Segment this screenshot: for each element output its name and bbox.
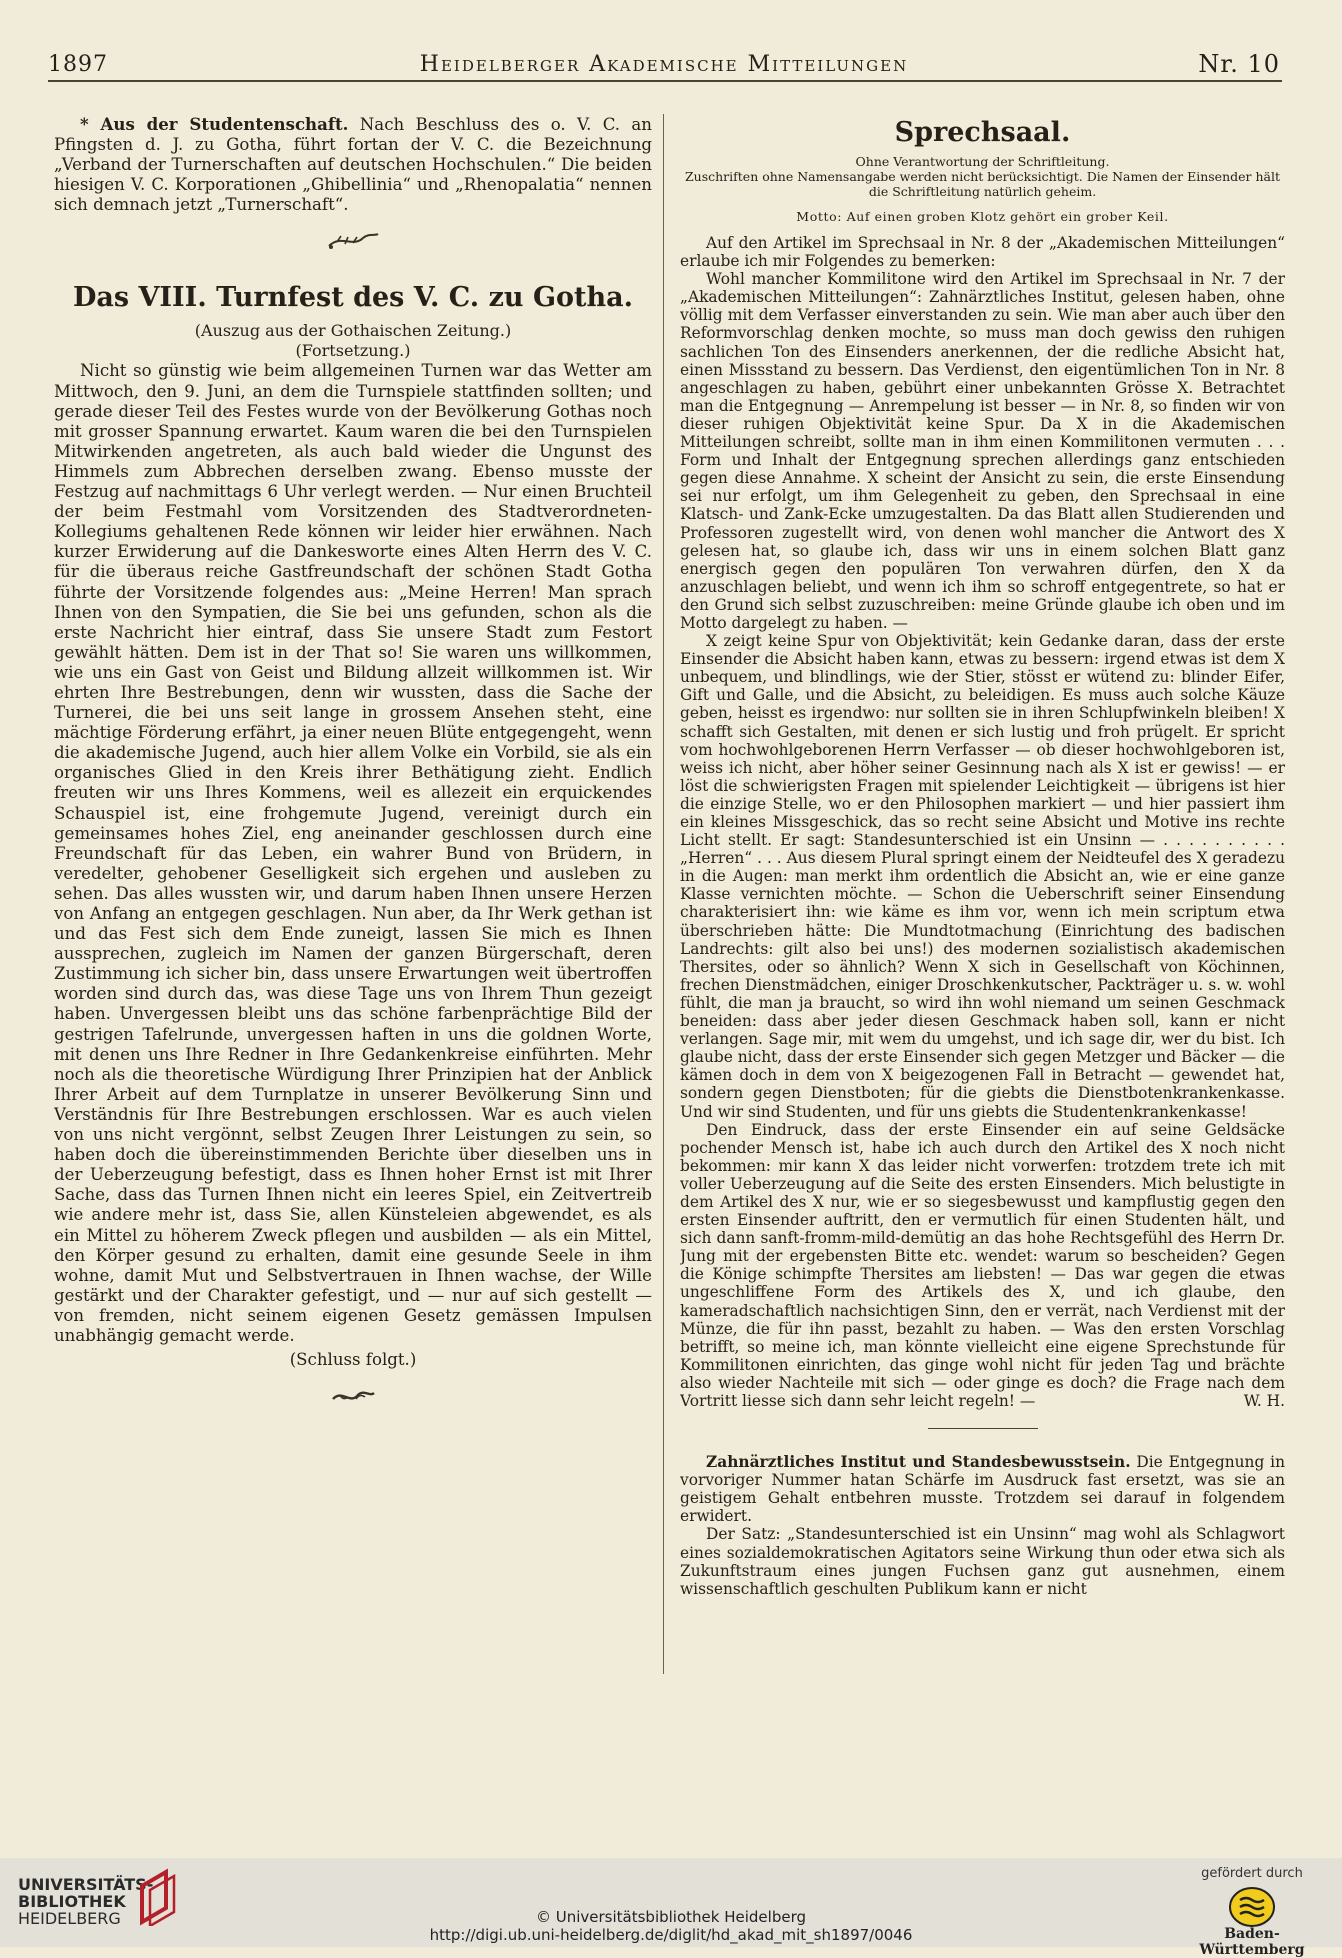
section-rule [928,1428,1038,1429]
journal-title: Heidelberger Akademische Mitteilungen [419,52,909,77]
sponsor-label: gefördert durch [1201,1866,1303,1881]
column-divider [663,114,664,1674]
submission-note: Zuschriften ohne Namensangabe werden nicht berücksichtigt. Die Namen der Einsender hält die Schriftleitung natürlich geheim. [684,169,1281,199]
page-year: 1897 [48,52,108,77]
letter-paragraph: Wohl mancher Kommilitone wird den Artikel im Sprechsaal in Nr. 7 der „Akademischen Mitteilungen“: Zahnärztliches Institut, gelesen haben, ohne völlig mit dem Verfasser einverstanden zu sein. Wie man aber auch über den Reformvorschlag denken mochte, so muss man doch gewiss den ruhigen sachlichen Ton des Einsenders anerkennen, der die redliche Absicht hat, einen Missstand zu bessern. Das Verdienst, den eigentümlichen Ton in Nr. 8 angeschlagen zu haben, gebührt einer unbekannten Grösse X. Betrachtet man die Entgegnung — Anrempelung ist besser — in Nr. 8, so finden wir von dieser ruhigen Objektivität keine Spur. Da X in die Akademischen Mitteilungen schreibt, sollte man in ihm einen Kommilitonen vermuten . . . Form und Inhalt der Entgegnung sprechen allerdings ganz entschieden gegen diese Annahme. X scheint der Ansicht zu sein, die erste Einsendung sei nur erfolgt, um ihm Gelegenheit zu geben, den Sprechsaal in eine Klatsch- und Zank-Ecke umzugestalten. Da das Blatt allen Studierenden und Professoren zugestellt wird, von denen wohl mancher die Antwort des X gelesen hat, so glaube ich, dass wir uns in einem solchen Blatt ganz energisch gegen den populären Ton verwahren dürfen, den X da anzuschlagen beliebt, und wenn ich ihm so schroff entgegentrete, so hat er den Grund sich selbst zuzuschreiben: meine Gründe glaube ich oben und im Motto dargelegt zu haben. — [680,270,1285,632]
sponsor-name: Baden-Württemberg [1199,1926,1305,1958]
right-column [680,114,1285,1844]
coat-of-arms-icon [1228,1886,1276,1928]
article-body: Nicht so günstig wie beim allgemeinen Turnen war das Wetter am Mittwoch, den 9. Juni, an dem die Turnspiele stattfinden sollten; und gerade dieser Teil des Festes wurde von der Bevölkerung Gothas noch mit grosser Spannung erwartet. Kaum waren die bei den Turnspielen Mitwirkenden angetreten, als auch bald wieder die Ungunst des Himmels zum Abbrechen derselben zwang. Ebenso musste der Festzug auf nachmittags 6 Uhr verlegt werden. — Nur einen Bruchteil der beim Festmahl vom Vorsitzenden des Stadtverordneten-Kollegiums gehaltenen Rede können wir leider hier erwähnen. Nach kurzer Erwiderung auf die Dankesworte eines Alten Herrn des V. C. für die überaus reiche Gastfreundschaft der schönen Stadt Gotha führte der Vorsitzende folgendes aus: „Meine Herren! Man sprach Ihnen von den Sympatien, die Sie bei uns gefunden, schon als die erste Nachricht hier eintraf, dass Sie unsere Stadt zum Festort gewählt hätten. Dem ist in der That so! Sie waren uns willkommen, wie uns ein Gast von Geist und Bildung allzeit willkommen ist. Wir ehrten Ihre Bestrebungen, denn wir wussten, dass die Sache der Turnerei, die bei uns seit lange in grossem Ansehen steht, eine mächtige Förderung erfährt, ja einer neuen Blüte entgegengeht, wenn die akademische Jugend, auch hier allem Volke ein Vorbild, sie als ein organisches Glied in den Kreis ihrer Bethätigung zieht. Endlich freuten wir uns Ihres Kommens, weil es allezeit ein erquickendes Schauspiel ist, eine frohgemute Jugend, vereinigt durch ein gemeinsames hohes Ziel, eng aneinander geschlossen durch eine Freundschaft für das Leben, ein wahrer Bund von Brüdern, in veredelter, gehobener Geselligkeit sich ergehen und ausleben zu sehen. Das alles wussten wir, und darum haben Ihnen unsere Herzen von Anfang an entgegen geschlagen. Nun aber, da Ihr Werk gethan ist und das Fest sich dem Ende zuneigt, lassen Sie mich es Ihnen aussprechen, zugleich im Namen der ganzen Bürgerschaft, deren Zustimmung ich sicher bin, dass unsere Erwartungen weit übertroffen worden sind durch das, was diese Tage uns von Ihrem Thun gezeigt haben. Unvergessen bleibt uns das schöne farbenprächtige Bild der gestrigen Tafelrunde, unvergessen haften in uns die goldnen Worte, mit denen uns Ihre Redner in Ihre Gedankenkreise einführten. Mehr noch als die theoretische Würdigung Ihrer Prinzipien hat der Anblick Ihrer Arbeit auf dem Turnplatze in unserer Bevölkerung Sinn und Verständnis für Ihre Bestrebungen erschlossen. War es auch vielen von uns nicht vergönnt, selbst Zeugen Ihrer Leistungen zu sein, so haben doch die übereinstimmenden Berichte über dieselben uns in der Ueberzeugung befestigt, dass es Ihnen hoher Ernst ist mit Ihrer Sache, dass das Turnen Ihnen nicht ein leeres Spiel, ein Zeitvertreib wie andere mehr ist, dass Sie, allen Künsteleien abgewendet, es als ein Mittel zu höherem Zweck pflegen und ausbilden — als ein Mittel, den Körper gesund zu erhalten, damit eine gesunde Seele in ihm wohne, damit Mut und Selbstvertrauen in Ihnen wachse, der Wille gestärkt und der Charakter gefestigt, und — nur auf sich gestellt — von fremden, nicht seinem eigenen Gesetz gemässen Impulsen unabhängig gemacht werde. [54,361,652,1345]
letter-signature: W. H. [1243,1392,1285,1410]
letter-paragraph: Der Satz: „Standesunterschied ist ein Unsinn“ mag wohl als Schlagwort eines sozialdemokratischen Agitators seine Wirkung thun oder etwa sich als Zukunftstraum eines jungen Fuchsen ganz gut ausnehmen, einem wissenschaftlich geschulten Publikum kann er nicht [680,1525,1285,1598]
letter-paragraph: Auf den Artikel im Sprechsaal in Nr. 8 der „Akademischen Mitteilungen“ erlaube ich mir Folgendes zu bemerken: [680,234,1285,271]
copyright-notice: © Universitätsbibliothek Heidelberg [535,1908,806,1926]
continuation-note: (Schluss folgt.) [289,1350,417,1370]
article-continuation: (Fortsetzung.) [295,341,411,361]
issue-number: Nr. 10 [1198,50,1280,78]
letter-paragraph: X zeigt keine Spur von Objektivität; kein Gedanke daran, dass der erste Einsender die Absicht haben kann, etwas zu bessern: irgend etwas ist dem X unbequem, und blindlings, wie der Stier, stösst er wütend zu: blinder Eifer, Gift und Galle, und die Absicht, zu beleidigen. Es muss auch solche Käuze geben, heisst es irgendwo: nur sollten sie in ihren Schlupfwinkeln bleiben! X schafft sich Gestalten, mit denen er sich lustig und froh prügelt. Er spricht vom hochwohlgeborenen Herrn Verfasser — ob dieser hochwohlgeboren ist, weiss ich nicht, aber höher seiner Gesinnung nach als X ist er gewiss! — er löst die schwierigsten Fragen mit spielender Leichtigkeit — übrigens ist hier die einzige Stelle, wo er den Philosophen markiert — und hier passiert ihm ein kleines Missgeschick, das so recht seine Absicht und Motive ins rechte Licht stellt. Er sagt: Standesunterschied ist ein Unsinn — . . . . . . . . . . „Herren“ . . . Aus diesem Plural springt einem der Neidteufel des X geradezu in die Augen: man merkt ihm ordentlich die Absicht an, wie er eine ganze Klasse vernichten möchte. — Schon die Ueberschrift seiner Einsendung charakterisiert ihn: wie käme es ihm vor, wenn ich mein scriptum etwa überschrieben hätte: Die Mundtotmachung (Einrichtung des badischen Landrechts: gilt also bei uns!) des modernen sozialistisch akademischen Thersites, oder so ähnlich? Wenn X sich in Gesellschaft von Köchinnen, frechen Dienstmädchen, einiger Droschkenkutscher, Packträger u. s. w. wohl fühlt, die man ja braucht, so wird ihn wohl niemand um seinen Geschmack beneiden: dass aber jeder diesen Geschmack haben soll, kann er nicht verlangen. Sage mir, mit wem du umgehst, und ich sage dir, wer du bist. Ich glaube nicht, dass der erste Einsender sich gegen Metzger und Bäcker — die kämen doch in dem von X beigezogenen Fall in Betracht — gewendet hat, sondern gegen Dienstboten; für die giebts die Dienstbotenkrankenkasse. Und wir sind Studenten, und für uns giebts die Studentenkrankenkasse! [680,632,1285,1121]
letter-lead: Zahnärztliches Institut und Standesbewusstsein. [706,1453,1131,1472]
tailpiece-icon [54,1382,652,1416]
newspaper-page [40,32,1300,1852]
permalink[interactable]: http://digi.ub.uni-heidelberg.de/diglit/hd_akad_mit_sh1897/0046 [429,1926,913,1944]
library-logo[interactable]: UNIVERSITÄTS- BIBLIOTHEK HEIDELBERG [18,1875,154,1928]
article-title: Das VIII. Turnfest des V. C. zu Gotha. [72,282,634,314]
header-rule [48,80,1282,82]
news-item-lead: * Aus der Studentenschaft. [80,114,349,134]
ornament-icon [54,227,652,261]
news-item-studentenschaft: * Aus der Studentenschaft. Nach Beschluss des o. V. C. an Pfingsten d. J. zu Gotha, führt fortan der V. C. die Bezeichnung „Verband der Turnerschaften auf deutschen Hochschulen.“ Die beiden hiesigen V. C. Korporationen „Ghibellinia“ und „Rhenopalatia“ nennen sich demnach jetzt „Turnerschaft“. [54,114,652,215]
article-source: (Auszug aus der Gothaischen Zeitung.) [194,321,512,341]
left-column [54,114,652,1844]
letter-paragraph: Den Eindruck, dass der erste Einsender ein auf seine Geldsäcke pochender Mensch ist, habe ich auch durch den Artikel des X noch nicht bekommen: mir kann X das leider nicht vorwerfen: trotzdem trete ich mit voller Ueberzeugung auf die Seite des ersten Einsenders. Mich belustigte in dem Artikel des X nur, wie er so siegesbewusst und kampflustig gegen den ersten Einsender auftritt, den er vermutlich für einen Studenten hält, und sich dann sanft-fromm-mild-demütig an das hohe Rechtsgefühl des Herrn Dr. Jung mit der ergebensten Bitte etc. wendet: warum so bescheiden? Gegen die Könige schimpfte Thersites am liebsten! — Das war gegen die etwas ungeschliffene Form des Artikels des X, und ich glaube, den kameradschaftlich nachsichtigen Sinn, den er verrät, nach Verdienst mit der Münze, die für ihn passt, bezahlt zu haben. — Was den ersten Vorschlag betrifft, so meine ich, man könnte vielleicht eine eigene Sprechstunde für Kommilitonen einrichten, das ginge wohl nicht für jeden Tag und brächte also wieder Nachteile mit sich — oder ginge es doch? die Frage nach dem Vortritt liesse sich dann sehr leicht regeln! — W. H. [680,1120,1285,1410]
footer-bar [0,1858,1342,1958]
letter-paragraph: Zahnärztliches Institut und Standesbewusstsein. Die Entgegnung in vorvoriger Nummer hatan Schärfe im Ausdruck fast ersetzt, was sie an geistigem Gehalt entbehren musste. Trotzdem sei darauf in folgendem erwidert. [680,1453,1285,1526]
disclaimer: Ohne Verantwortung der Schriftleitung. [855,154,1110,169]
motto: Motto: Auf einen groben Klotz gehört ein grober Keil. [796,209,1169,224]
section-title: Sprechsaal. [894,117,1071,148]
